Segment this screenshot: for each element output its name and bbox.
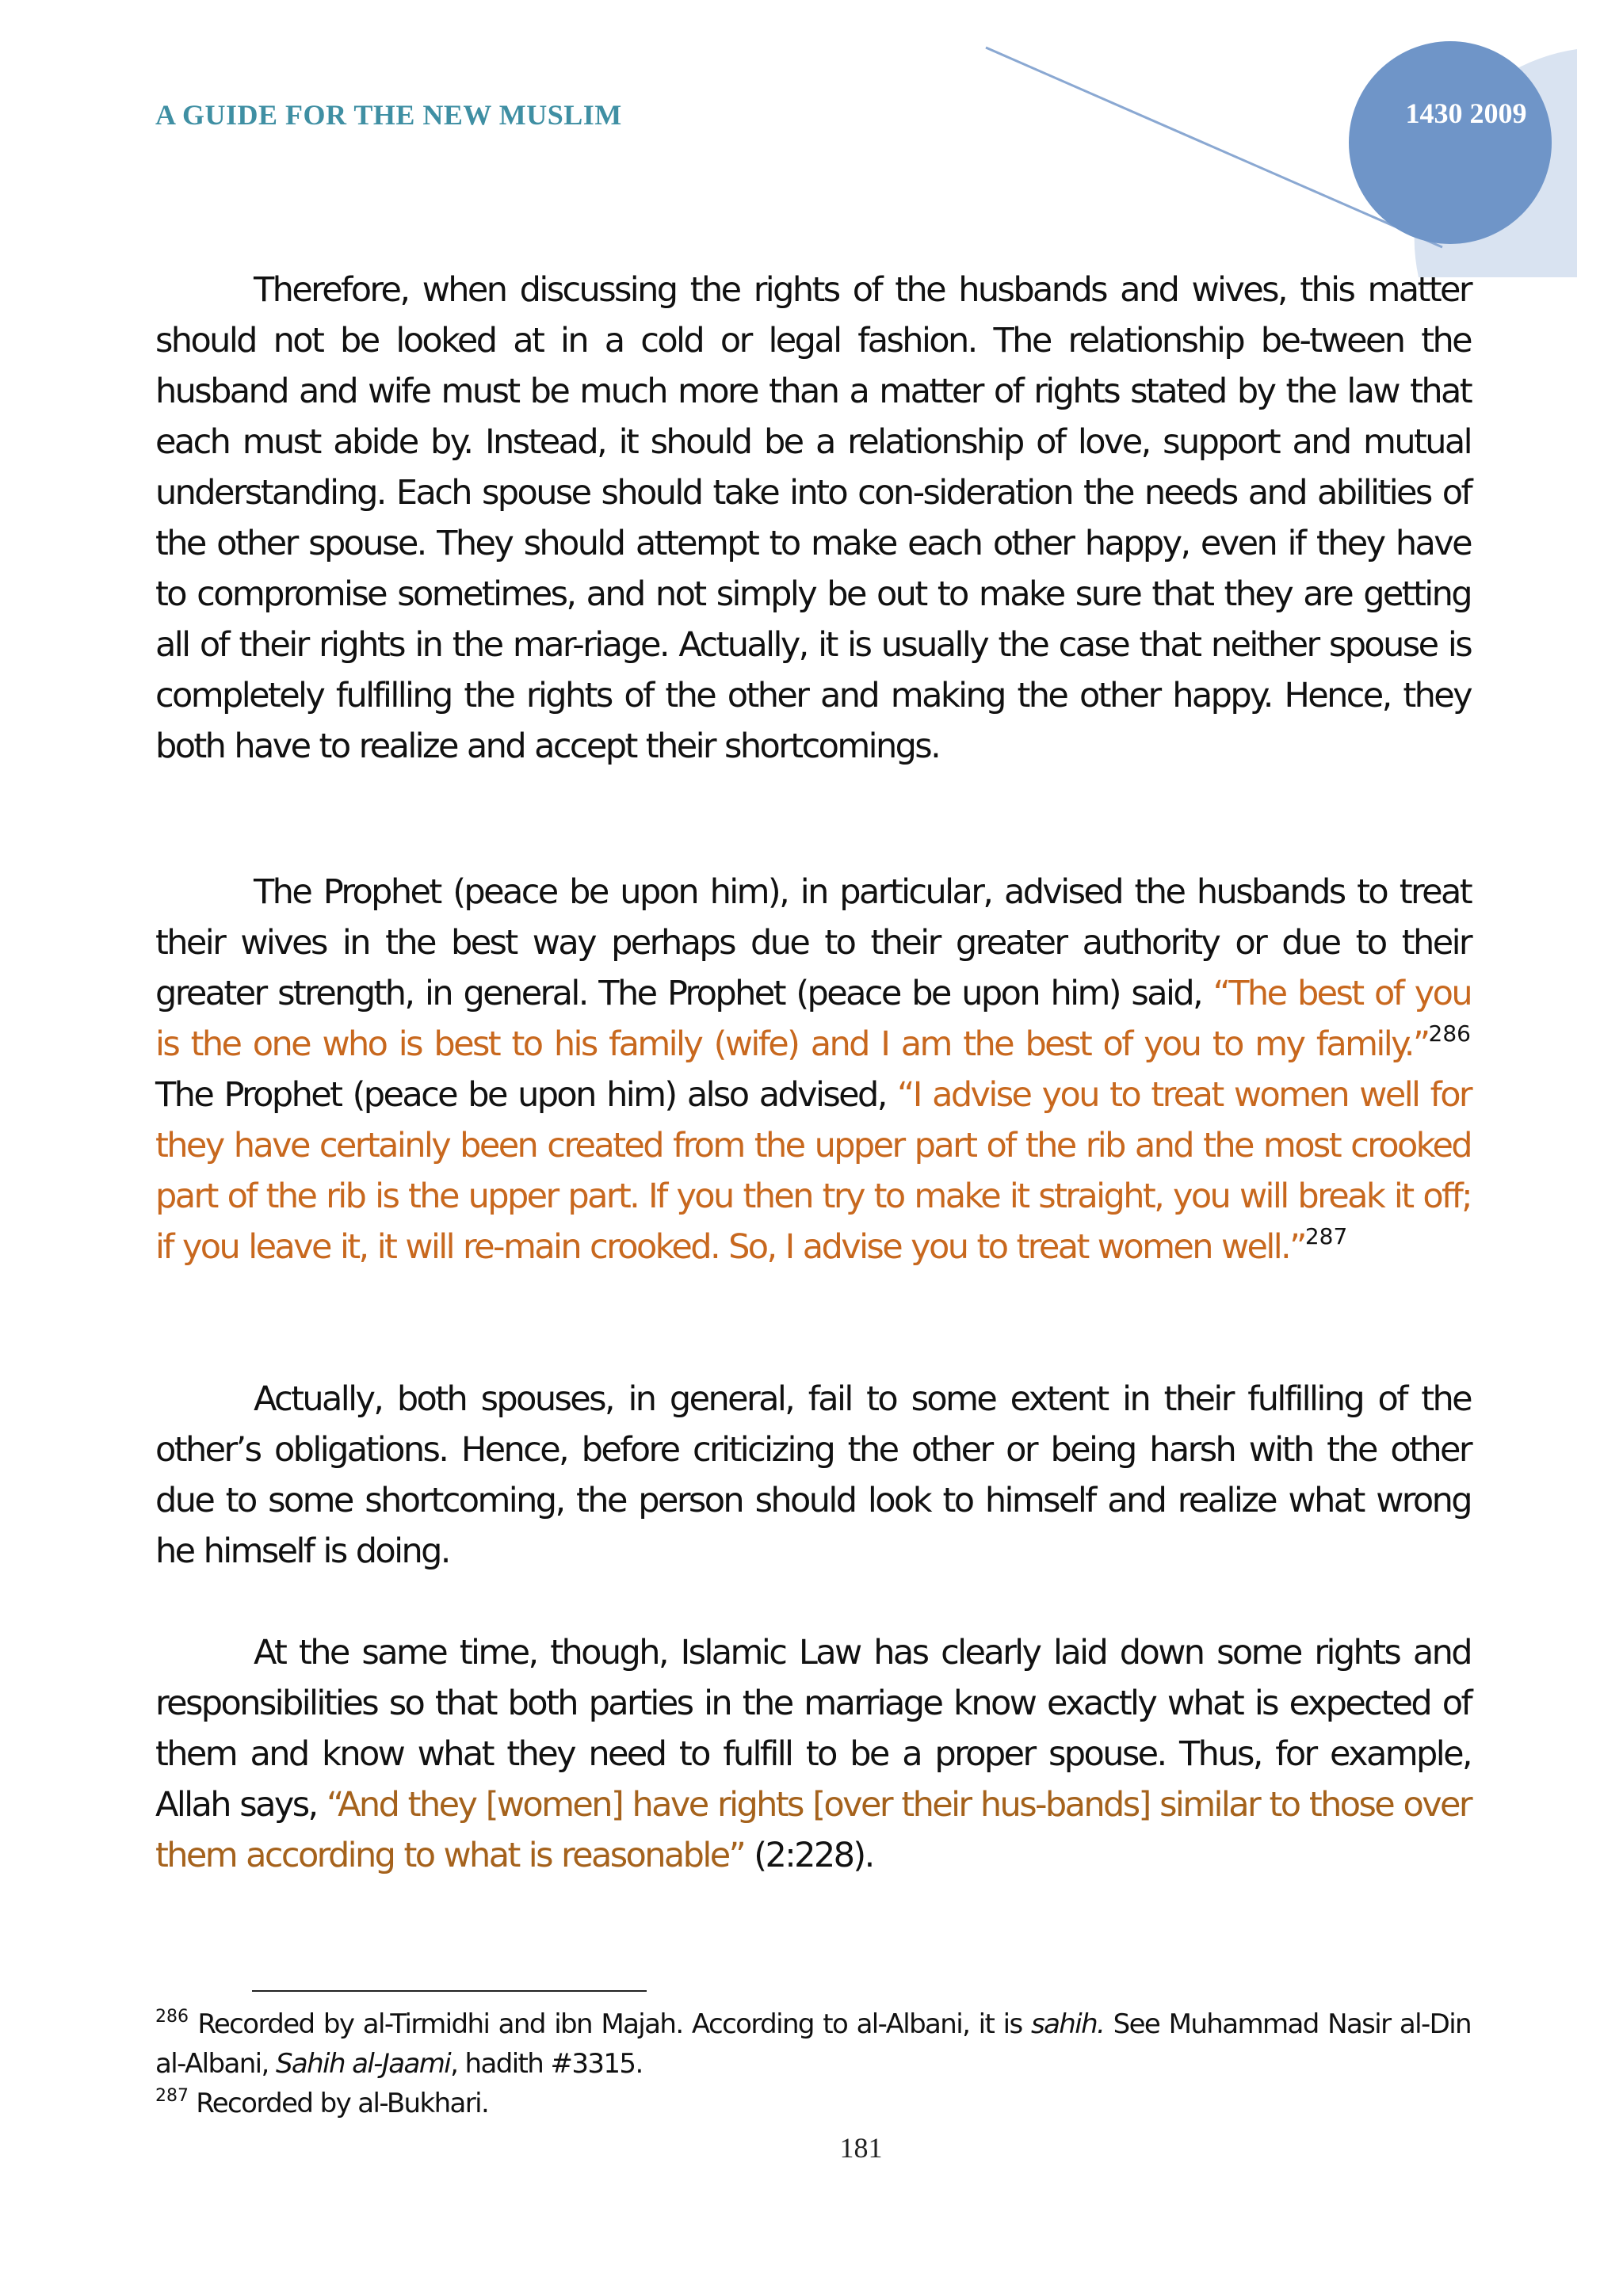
paragraph-3	[155, 1374, 1471, 1577]
footnote-ref-286[interactable]: 286	[1428, 1020, 1471, 1047]
paragraph-4	[155, 1627, 1471, 1881]
footnote-text: Recorded by al-Bukhari.	[189, 2088, 489, 2119]
hadith-quote-1: “The best of you is the one who is best to his family (wife) and I am the best of you to my family.”	[155, 974, 1472, 1064]
footnote-number: 286	[155, 2007, 189, 2027]
header-decoration	[975, 40, 1601, 277]
paragraph-4-text-a: At the same time, though, Islamic Law has clearly laid down some rights and responsibilities so that both parties in the marriage know exactly what is expected of them and know what they need to fulfill to be a proper spouse. Thus, for example, Allah says,	[155, 1633, 1471, 1825]
paragraph-1	[155, 265, 1471, 772]
running-header-year: 1430 2009	[1405, 97, 1527, 129]
footnote-text: , hadith #3315.	[450, 2048, 643, 2080]
footnote-ref-287[interactable]: 287	[1304, 1223, 1348, 1249]
paragraph-1-text: Therefore, when discussing the rights of the husbands and wives, this matter should not be looked at in a cold or legal fashion. The relationship be-tween the husband and wife must be much more than a matter of rights stated by the law that each must abide by. Instead, it should be a relationship of love, support and mutual understanding. Each spouse should take into con-sideration the needs and abilities of the other spouse. They should attempt to make each other happy, even if they have to compromise sometimes, and not simply be out to make sure that they are getting all of their rights in the mar-riage. Actually, it is usually the case that neither spouse is completely fulfilling the rights of the other and making the other happy. Hence, they both have to realize and accept their shortcomings.	[155, 270, 1471, 766]
quran-quote: “And they [women] have rights [over their hus-bands] similar to those over them according to what is reasonable”	[155, 1785, 1471, 1875]
paragraph-2-text-a: The Prophet (peace be upon him), in particular, advised the husbands to treat their wives in the best way perhaps due to their greater authority or due to their greater strength, in general. The Prophet (peace be upon him) said,	[155, 872, 1471, 1013]
footnote-text: See Muhammad Nasir al-Din al-Albani,	[155, 2008, 1472, 2080]
verse-reference: (2:228).	[744, 1836, 873, 1875]
running-header-title: A GUIDE FOR THE NEW MUSLIM	[155, 99, 622, 131]
hadith-quote-2: “I advise you to treat women well for they have certainly been created from the upper part of the rib and the most crooked part of the rib is the upper part. If you then try to make it straight, you will break it off; if you leave it, it will re-main crooked. So, I advise you to treat women well.”	[155, 1075, 1471, 1267]
footnote-separator	[252, 1990, 647, 1992]
paragraph-2	[155, 867, 1471, 1272]
footnote-emphasis: sahih.	[1030, 2008, 1105, 2040]
header-circle	[1349, 41, 1552, 244]
footnote-287	[155, 2084, 1471, 2123]
footnote-286	[155, 2004, 1471, 2084]
book-title: Sahih al-Jaami	[275, 2048, 451, 2080]
paragraph-3-text: Actually, both spouses, in general, fail to some extent in their fulfilling of the other’s obligations. Hence, before criticizing the other or being harsh with the other due to some shortcoming, the person should look to himself and realize what wrong he himself is doing.	[155, 1379, 1471, 1571]
footnote-number: 287	[155, 2086, 189, 2106]
page-number: 181	[839, 2132, 883, 2164]
footnotes	[155, 2004, 1471, 2123]
paragraph-2-text-b: The Prophet (peace be upon him) also advised,	[155, 1075, 898, 1115]
footnote-text: Recorded by al-Tirmidhi and ibn Majah. According to al-Albani, it is	[189, 2008, 1031, 2040]
